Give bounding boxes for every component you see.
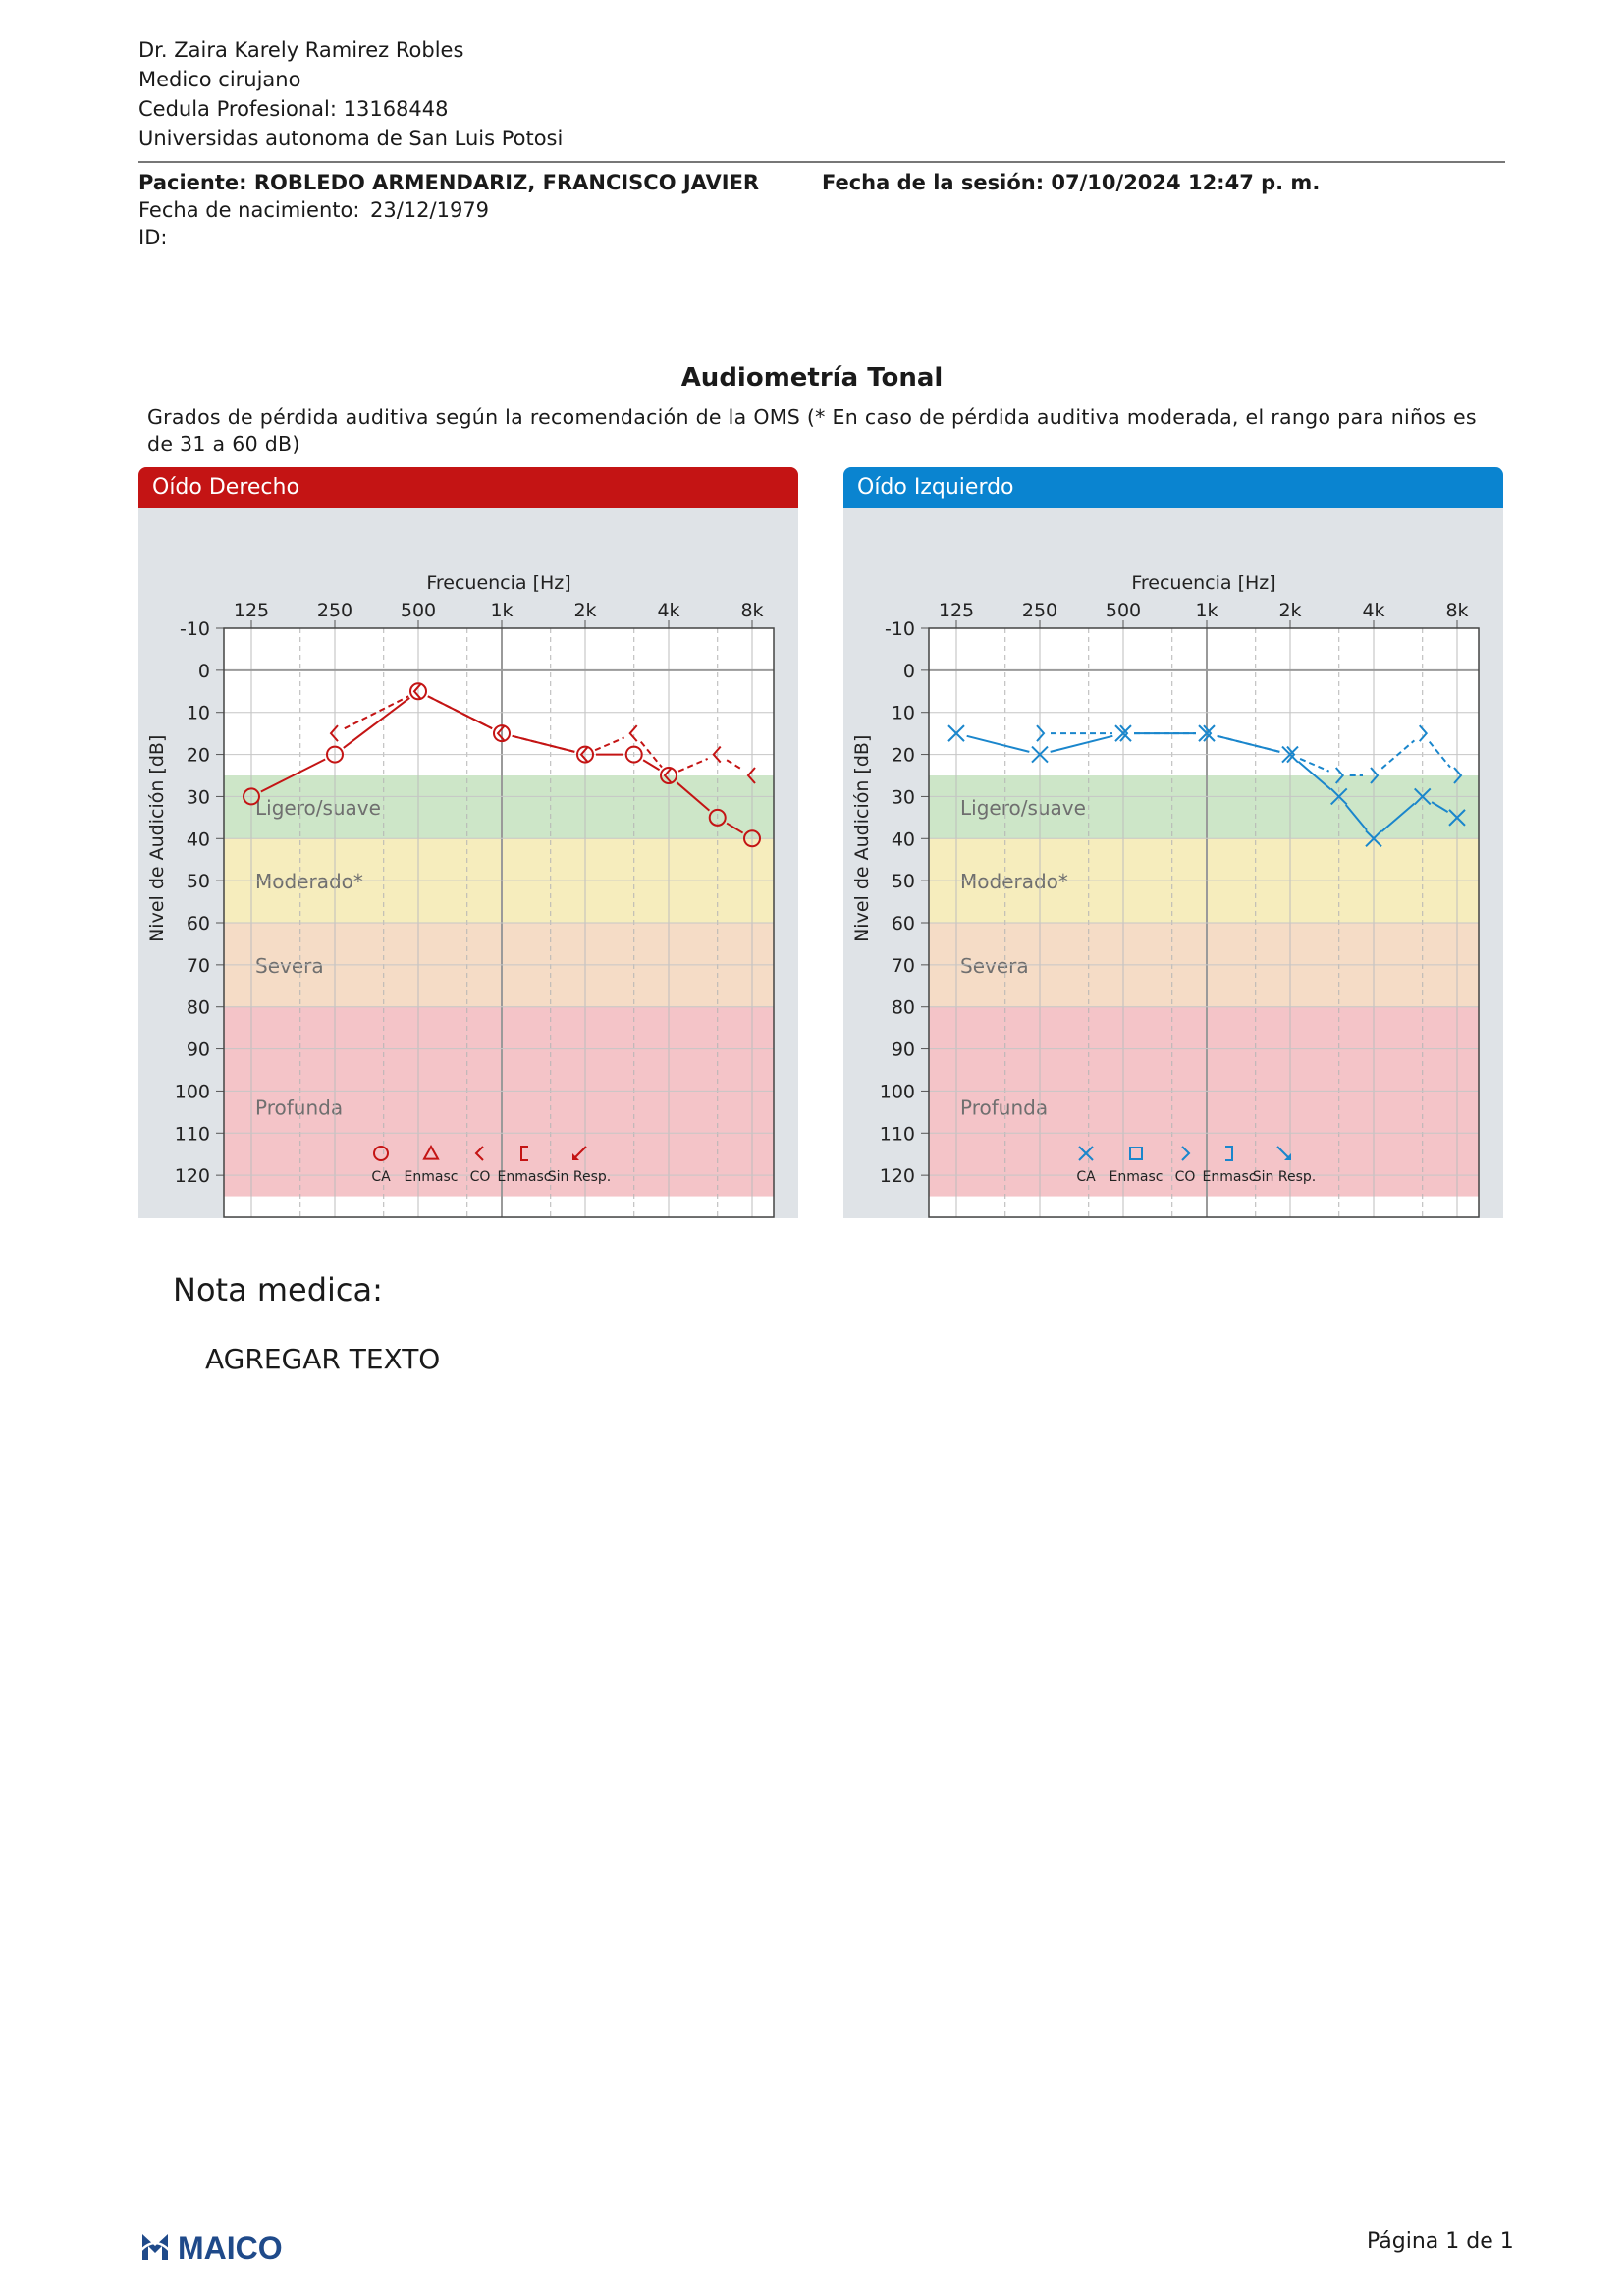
- x-tick-label: 125: [938, 600, 975, 621]
- legend-label: Enmasc: [1109, 1169, 1164, 1185]
- x-tick-label: 1k: [1195, 600, 1218, 621]
- x-axis-label: Frecuencia [Hz]: [1131, 572, 1276, 594]
- doctor-info: [138, 35, 563, 153]
- y-tick-label: 50: [186, 871, 210, 893]
- y-tick-label: 30: [186, 786, 210, 809]
- y-tick-label: 110: [879, 1123, 915, 1146]
- y-tick-label: 120: [174, 1165, 210, 1188]
- y-tick-label: 10: [891, 702, 915, 724]
- y-tick-label: 70: [186, 954, 210, 977]
- x-tick-label: 8k: [1445, 600, 1469, 621]
- y-tick-label: 20: [186, 744, 210, 767]
- y-tick-label: 0: [902, 660, 915, 682]
- x-tick-label: 4k: [657, 600, 680, 621]
- y-tick-label: 20: [891, 744, 915, 767]
- x-tick-label: 125: [233, 600, 270, 621]
- x-tick-label: 250: [316, 600, 353, 621]
- right-ear-title: Oído Derecho: [138, 467, 798, 508]
- band-label: Moderado*: [960, 870, 1068, 894]
- y-tick-label: -10: [179, 618, 210, 640]
- y-tick-label: 60: [891, 913, 915, 934]
- dob-label: Fecha de nacimiento:: [138, 198, 360, 222]
- right-ear-audiogram: [138, 508, 798, 1218]
- patient-dob: [138, 196, 759, 224]
- y-axis-label: Nivel de Audición [dB]: [146, 734, 168, 942]
- dob-value: 23/12/1979: [370, 198, 490, 222]
- legend-label: Enmasc: [404, 1169, 459, 1185]
- legend-label: Sin Resp.: [1252, 1169, 1317, 1185]
- y-tick-label: 80: [891, 996, 915, 1019]
- band-label: Ligero/suave: [255, 796, 381, 821]
- right-ear-panel: [138, 467, 798, 1218]
- left-ear-audiogram: [843, 508, 1503, 1218]
- y-tick-label: 100: [174, 1081, 210, 1103]
- maico-logo: [138, 2226, 335, 2269]
- y-tick-label: 90: [891, 1039, 915, 1061]
- x-axis-label: Frecuencia [Hz]: [426, 572, 571, 594]
- y-tick-label: 30: [891, 786, 915, 809]
- patient-id: ID:: [138, 226, 168, 249]
- legend-label: CA: [371, 1169, 391, 1185]
- report-description: Grados de pérdida auditiva según la recomendación de la OMS (* En caso de pérdida auditiva moderada, el rango para niños es de 31 a 60 dB): [147, 405, 1477, 455]
- y-tick-label: 0: [197, 660, 210, 682]
- patient-info: [138, 169, 759, 251]
- x-tick-label: 1k: [490, 600, 514, 621]
- logo-text: MAICO: [178, 2230, 283, 2266]
- band-label: Severa: [255, 953, 324, 978]
- doctor-name: Dr. Zaira Karely Ramirez Robles: [138, 38, 464, 62]
- notes-heading: Nota medica:: [173, 1271, 383, 1308]
- legend-label: Sin Resp.: [547, 1169, 612, 1185]
- y-tick-label: 90: [186, 1039, 210, 1061]
- y-tick-label: 70: [891, 954, 915, 977]
- y-tick-label: 40: [891, 828, 915, 851]
- y-tick-label: 10: [186, 702, 210, 724]
- y-tick-label: 80: [186, 996, 210, 1019]
- header-divider: [138, 161, 1505, 163]
- legend-label: Enmasc: [497, 1169, 552, 1185]
- x-tick-label: 250: [1021, 600, 1058, 621]
- band-label: Profunda: [255, 1095, 344, 1120]
- doctor-license: Cedula Profesional: 13168448: [138, 97, 449, 121]
- maico-logo-mark: [138, 2226, 335, 2266]
- legend-label: CO: [469, 1169, 491, 1185]
- y-tick-label: 110: [174, 1123, 210, 1146]
- notes-body[interactable]: AGREGAR TEXTO: [205, 1343, 441, 1375]
- band-label: Profunda: [960, 1095, 1049, 1120]
- x-tick-label: 500: [400, 600, 437, 621]
- x-tick-label: 4k: [1362, 600, 1385, 621]
- session-date: Fecha de la sesión: 07/10/2024 12:47 p. m.: [822, 171, 1321, 194]
- x-tick-label: 500: [1105, 600, 1142, 621]
- y-axis-label: Nivel de Audición [dB]: [851, 734, 873, 942]
- legend-label: CA: [1076, 1169, 1096, 1185]
- y-tick-label: 60: [186, 913, 210, 934]
- page-number: Página 1 de 1: [1367, 2229, 1514, 2254]
- y-tick-label: 50: [891, 871, 915, 893]
- report-title: Audiometría Tonal: [680, 363, 944, 393]
- patient-name: Paciente: ROBLEDO ARMENDARIZ, FRANCISCO JAVIER: [138, 171, 760, 194]
- doctor-title: Medico cirujano: [138, 68, 301, 91]
- x-tick-label: 8k: [740, 600, 764, 621]
- doctor-university: Universidas autonoma de San Luis Potosi: [138, 127, 564, 150]
- y-tick-label: 40: [186, 828, 210, 851]
- left-ear-title: Oído Izquierdo: [843, 467, 1503, 508]
- legend-label: CO: [1174, 1169, 1196, 1185]
- x-tick-label: 2k: [1278, 600, 1302, 621]
- y-tick-label: 120: [879, 1165, 915, 1188]
- band-label: Ligero/suave: [960, 796, 1086, 821]
- y-tick-label: -10: [884, 618, 915, 640]
- band-label: Severa: [960, 953, 1029, 978]
- y-tick-label: 100: [879, 1081, 915, 1103]
- legend-label: Enmasc: [1202, 1169, 1257, 1185]
- band-label: Moderado*: [255, 870, 363, 894]
- x-tick-label: 2k: [573, 600, 597, 621]
- left-ear-panel: [843, 467, 1503, 1218]
